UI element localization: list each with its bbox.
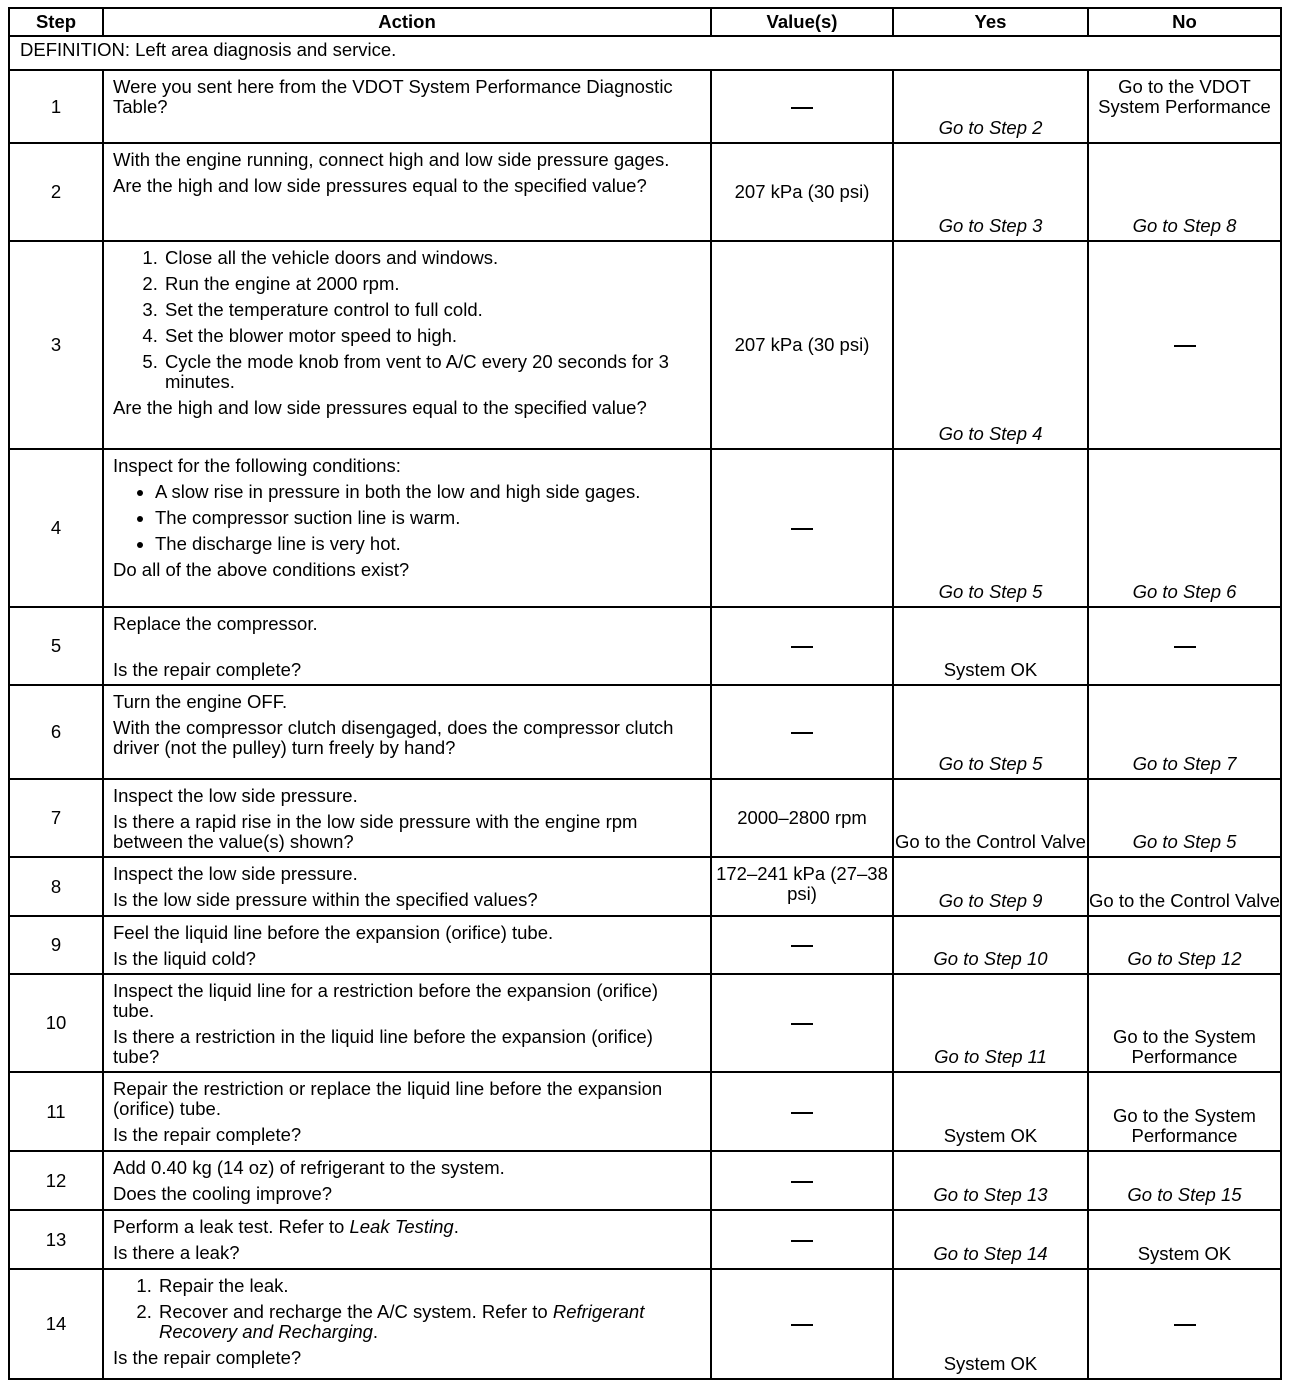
action-text: Turn the engine OFF.	[113, 691, 288, 712]
step-number: 3	[9, 241, 103, 449]
value-cell: 207 kPa (30 psi)	[711, 241, 893, 449]
yes-cell: Go to Step 11	[893, 974, 1088, 1072]
table-row	[9, 70, 1281, 143]
action-text	[113, 1217, 702, 1237]
step-number: 12	[9, 1151, 103, 1210]
list-item: • The discharge line is very hot.	[155, 534, 702, 554]
table-row	[9, 143, 1281, 241]
yes-cell: System OK	[893, 1269, 1088, 1379]
no-cell: Go to Step 8	[1088, 143, 1281, 241]
table-row	[9, 1210, 1281, 1269]
action-text: Replace the compressor.	[113, 613, 318, 634]
action-question: Is the repair complete?	[113, 1347, 302, 1368]
action-cell	[103, 685, 711, 779]
list-item: 2. Run the engine at 2000 rpm.	[163, 274, 702, 294]
action-text: Were you sent here from the VDOT System Performance Diagnostic Table?	[113, 76, 673, 117]
table-row	[9, 857, 1281, 916]
table-row	[9, 607, 1281, 685]
no-cell: Go to Step 7	[1088, 685, 1281, 779]
action-cell	[103, 607, 711, 685]
list-item: 4. Set the blower motor speed to high.	[163, 326, 702, 346]
step-number: 4	[9, 449, 103, 607]
value-cell	[711, 70, 893, 143]
header-step: Step	[9, 8, 103, 36]
action-question: Is the repair complete?	[113, 659, 302, 680]
action-cell	[103, 779, 711, 857]
step-number: 5	[9, 607, 103, 685]
action-cell	[103, 1269, 711, 1379]
no-cell: Go to Step 5	[1088, 779, 1281, 857]
step-number: 13	[9, 1210, 103, 1269]
action-text: Add 0.40 kg (14 oz) of refrigerant to the system.	[113, 1157, 505, 1178]
yes-cell: Go to Step 9	[893, 857, 1088, 916]
empty-dash	[791, 528, 813, 530]
empty-dash	[1174, 646, 1196, 648]
recovery-recharging-ref: Refrigerant Recovery and Recharging	[159, 1301, 645, 1342]
list-item: 5. Cycle the mode knob from vent to A/C every 20 seconds for 3 minutes.	[163, 352, 702, 392]
action-steps-list	[113, 248, 702, 392]
no-cell: Go to the System Performance	[1088, 974, 1281, 1072]
list-item-text: .	[372, 1321, 379, 1342]
yes-cell: Go to Step 13	[893, 1151, 1088, 1210]
action-question: Is there a rapid rise in the low side pressure with the engine rpm between the value(s) shown?	[113, 811, 638, 852]
list-item: • The compressor suction line is warm.	[155, 508, 702, 528]
action-text: Feel the liquid line before the expansion (orifice) tube.	[113, 922, 554, 943]
empty-dash	[1174, 1324, 1196, 1326]
table-row	[9, 1269, 1281, 1379]
yes-cell: System OK	[893, 607, 1088, 685]
empty-dash	[791, 1023, 813, 1025]
action-text-part: .	[453, 1216, 459, 1237]
definition-text: DEFINITION: Left area diagnosis and service.	[9, 36, 1281, 70]
diagnostic-table-sheet	[8, 7, 1280, 1380]
value-cell	[711, 607, 893, 685]
yes-cell: Go to the Control Valve	[893, 779, 1088, 857]
list-item: 3. Set the temperature control to full cold.	[163, 300, 702, 320]
list-item: • A slow rise in pressure in both the low and high side gages.	[155, 482, 702, 502]
step-number: 9	[9, 916, 103, 974]
yes-cell: Go to Step 3	[893, 143, 1088, 241]
no-cell	[1088, 241, 1281, 449]
action-text: Inspect the low side pressure.	[113, 863, 358, 884]
action-question: Is the liquid cold?	[113, 948, 256, 969]
table-row	[9, 779, 1281, 857]
no-cell: Go to Step 6	[1088, 449, 1281, 607]
no-cell: Go to the VDOT System Performance	[1088, 70, 1281, 143]
value-cell: 2000–2800 rpm	[711, 779, 893, 857]
action-question: Does the cooling improve?	[113, 1183, 333, 1204]
step-number: 2	[9, 143, 103, 241]
step-number: 7	[9, 779, 103, 857]
no-cell: System OK	[1088, 1210, 1281, 1269]
action-question: Is the repair complete?	[113, 1124, 302, 1145]
empty-dash	[1174, 345, 1196, 347]
leak-testing-ref: Leak Testing	[349, 1216, 454, 1237]
conditions-list	[113, 482, 702, 554]
empty-dash	[791, 732, 813, 734]
action-cell	[103, 1210, 711, 1269]
action-question: Is there a leak?	[113, 1242, 240, 1263]
yes-cell: System OK	[893, 1072, 1088, 1151]
action-cell	[103, 241, 711, 449]
header-no: No	[1088, 8, 1281, 36]
header-values: Value(s)	[711, 8, 893, 36]
empty-dash	[791, 1240, 813, 1242]
header-action: Action	[103, 8, 711, 36]
action-question: Are the high and low side pressures equal to the specified value?	[113, 175, 647, 196]
empty-dash	[791, 1324, 813, 1326]
step-number: 14	[9, 1269, 103, 1379]
step-number: 10	[9, 974, 103, 1072]
value-cell	[711, 1269, 893, 1379]
no-cell: Go to Step 12	[1088, 916, 1281, 974]
table-row	[9, 241, 1281, 449]
yes-cell: Go to Step 2	[893, 70, 1088, 143]
action-text: Repair the restriction or replace the liquid line before the expansion (orifice) tube.	[113, 1078, 663, 1119]
empty-dash	[791, 1112, 813, 1114]
empty-dash	[791, 646, 813, 648]
step-number: 6	[9, 685, 103, 779]
yes-cell: Go to Step 5	[893, 449, 1088, 607]
action-text-part: Perform a leak test. Refer to	[113, 1216, 350, 1237]
empty-dash	[791, 1181, 813, 1183]
value-cell	[711, 685, 893, 779]
action-cell	[103, 449, 711, 607]
action-question: Is the low side pressure within the specified values?	[113, 889, 538, 910]
no-cell: Go to the Control Valve	[1088, 857, 1281, 916]
no-cell: Go to the System Performance	[1088, 1072, 1281, 1151]
action-cell	[103, 143, 711, 241]
value-cell	[711, 1210, 893, 1269]
definition-row	[9, 36, 1281, 70]
table-row	[9, 1072, 1281, 1151]
no-cell	[1088, 607, 1281, 685]
list-item-text: Recover and recharge the A/C system. Refer to	[159, 1301, 553, 1322]
header-yes: Yes	[893, 8, 1088, 36]
no-cell	[1088, 1269, 1281, 1379]
action-text: Inspect the liquid line for a restriction before the expansion (orifice) tube.	[113, 980, 659, 1021]
action-cell	[103, 916, 711, 974]
no-cell: Go to Step 15	[1088, 1151, 1281, 1210]
list-item: 1. Close all the vehicle doors and windows.	[163, 248, 702, 268]
yes-cell: Go to Step 5	[893, 685, 1088, 779]
action-question: With the compressor clutch disengaged, does the compressor clutch driver (not the pulley) turn freely by hand?	[113, 717, 674, 758]
table-row	[9, 974, 1281, 1072]
yes-cell: Go to Step 14	[893, 1210, 1088, 1269]
action-question: Are the high and low side pressures equal to the specified value?	[113, 397, 647, 418]
step-number: 8	[9, 857, 103, 916]
value-cell	[711, 916, 893, 974]
action-text: With the engine running, connect high and low side pressure gages.	[113, 149, 670, 170]
action-cell	[103, 1151, 711, 1210]
empty-dash	[791, 107, 813, 109]
table-row	[9, 1151, 1281, 1210]
action-cell	[103, 857, 711, 916]
list-item	[157, 1302, 702, 1342]
step-number: 1	[9, 70, 103, 143]
action-question: Do all of the above conditions exist?	[113, 559, 410, 580]
action-steps-list	[113, 1276, 702, 1342]
yes-cell: Go to Step 10	[893, 916, 1088, 974]
empty-dash	[791, 945, 813, 947]
table-row	[9, 916, 1281, 974]
header-row	[9, 8, 1281, 36]
action-cell	[103, 70, 711, 143]
action-text: Inspect the low side pressure.	[113, 785, 358, 806]
action-cell	[103, 1072, 711, 1151]
yes-cell: Go to Step 4	[893, 241, 1088, 449]
list-item: 1. Repair the leak.	[157, 1276, 702, 1296]
value-cell	[711, 1072, 893, 1151]
value-cell	[711, 1151, 893, 1210]
diagnostic-table	[8, 7, 1282, 1380]
value-cell	[711, 974, 893, 1072]
value-cell	[711, 449, 893, 607]
action-question: Is there a restriction in the liquid line before the expansion (orifice) tube?	[113, 1026, 653, 1067]
step-number: 11	[9, 1072, 103, 1151]
value-cell: 172–241 kPa (27–38 psi)	[711, 857, 893, 916]
table-row	[9, 685, 1281, 779]
action-cell	[103, 974, 711, 1072]
value-cell: 207 kPa (30 psi)	[711, 143, 893, 241]
action-text: Inspect for the following conditions:	[113, 455, 401, 476]
table-row	[9, 449, 1281, 607]
